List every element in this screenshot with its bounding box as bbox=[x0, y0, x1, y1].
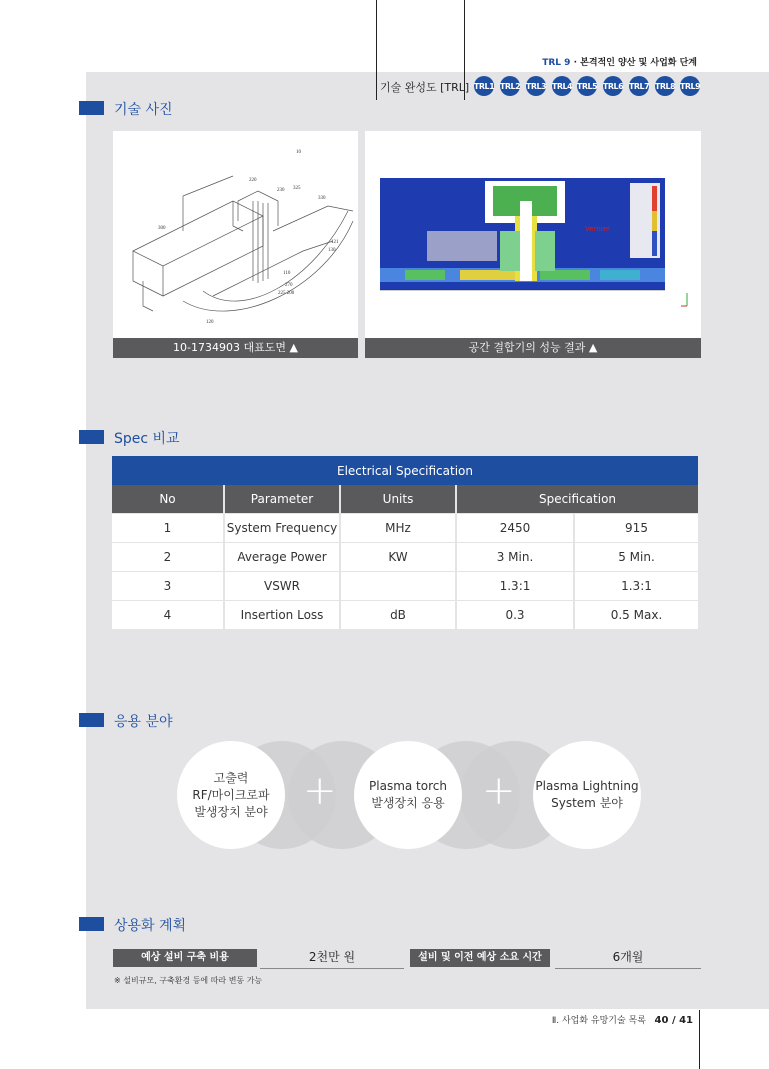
table-row bbox=[112, 571, 698, 600]
spec-header-specification: Specification bbox=[457, 485, 698, 513]
svg-text:130: 130 bbox=[328, 248, 336, 253]
application-text: 발생장치 응용 bbox=[371, 796, 445, 810]
table-cell: 0.3 bbox=[457, 600, 573, 629]
table-cell: VSWR bbox=[225, 571, 339, 600]
svg-text:300: 300 bbox=[158, 226, 166, 231]
plus-icon: + bbox=[482, 768, 516, 814]
table-cell: 1.3:1 bbox=[457, 571, 573, 600]
patent-drawing bbox=[113, 131, 358, 338]
section-title-application: 응용 분야 bbox=[114, 714, 173, 730]
section-marker bbox=[79, 917, 104, 931]
svg-text:110: 110 bbox=[283, 271, 291, 276]
table-cell: 1.3:1 bbox=[575, 571, 698, 600]
plan-note: ※ 설비규모, 구축환경 등에 따라 변동 가능 bbox=[114, 976, 263, 985]
time-label: 설비 및 이전 예상 소요 시간 bbox=[410, 949, 550, 967]
trl-badge: TRL4 bbox=[552, 76, 572, 96]
table-cell: 3 Min. bbox=[457, 542, 573, 571]
application-circle bbox=[533, 741, 641, 849]
trl-stage: TRL 9 bbox=[542, 58, 571, 68]
table-cell: Average Power bbox=[225, 542, 339, 571]
svg-text:330: 330 bbox=[318, 196, 326, 201]
trl-badge: TRL6 bbox=[603, 76, 623, 96]
table-cell: System Frequency bbox=[225, 513, 339, 542]
table-cell: KW bbox=[341, 542, 455, 571]
svg-text:120: 120 bbox=[206, 320, 214, 325]
photo-caption-right: 공간 결합기의 성능 결과 ▲ bbox=[365, 338, 701, 358]
cost-value: 2천만 원 bbox=[260, 948, 404, 969]
svg-text:220: 220 bbox=[249, 178, 257, 183]
table-cell: 1 bbox=[112, 513, 223, 542]
trl-badge: TRL5 bbox=[577, 76, 597, 96]
application-text: RF/마이크로파 bbox=[192, 787, 270, 802]
section-marker bbox=[79, 430, 104, 444]
table-cell: 4 bbox=[112, 600, 223, 629]
table-cell: 2 bbox=[112, 542, 223, 571]
table-cell: 915 bbox=[575, 513, 698, 542]
stage-text: · 본격적인 양산 및 사업화 단계 bbox=[573, 58, 697, 68]
spec-header-no: No bbox=[112, 485, 223, 513]
trl-badge: TRL1 bbox=[474, 76, 494, 96]
svg-text:325: 325 bbox=[293, 186, 301, 191]
application-text: System 분야 bbox=[551, 796, 623, 810]
trl-badge: TRL7 bbox=[629, 76, 649, 96]
photo-caption-left: 10-1734903 대표도면 ▲ bbox=[113, 338, 358, 358]
table-cell: 2450 bbox=[457, 513, 573, 542]
svg-text:225 200: 225 200 bbox=[278, 291, 295, 296]
plus-icon: + bbox=[303, 768, 337, 814]
application-text: 고출력 bbox=[213, 770, 249, 785]
svg-text:10: 10 bbox=[296, 150, 301, 155]
table-cell bbox=[341, 571, 455, 600]
table-cell: Insertion Loss bbox=[225, 600, 339, 629]
header-divider bbox=[376, 0, 377, 100]
table-cell: dB bbox=[341, 600, 455, 629]
table-cell: 5 Min. bbox=[575, 542, 698, 571]
application-text: 발생장치 분야 bbox=[194, 804, 268, 819]
svg-text:Vernier: Vernier bbox=[585, 225, 610, 233]
trl-badge: TRL3 bbox=[526, 76, 546, 96]
svg-text:121: 121 bbox=[331, 240, 339, 245]
footer-divider bbox=[699, 1010, 700, 1069]
page-footer bbox=[552, 1013, 693, 1026]
trl-badge: TRL2 bbox=[500, 76, 520, 96]
application-text: Plasma Lightning bbox=[535, 779, 639, 793]
svg-text:270: 270 bbox=[285, 283, 293, 288]
application-circle bbox=[354, 741, 462, 849]
section-title-photo: 기술 사진 bbox=[114, 102, 173, 118]
trl-label: 기술 완성도 [TRL] bbox=[380, 81, 470, 94]
application-circle bbox=[177, 741, 285, 849]
svg-text:230: 230 bbox=[277, 188, 285, 193]
table-cell: 3 bbox=[112, 571, 223, 600]
simulation-result bbox=[365, 131, 701, 338]
trl-stage-title bbox=[542, 55, 697, 68]
page-number: 40 / 41 bbox=[654, 1015, 693, 1026]
section-title-spec: Spec 비교 bbox=[114, 431, 180, 447]
section-marker bbox=[79, 713, 104, 727]
section-title-commercial: 상용화 계획 bbox=[114, 918, 187, 934]
section-marker bbox=[79, 101, 104, 115]
table-row bbox=[112, 513, 698, 542]
spec-header-parameter: Parameter bbox=[225, 485, 339, 513]
trl-badge: TRL9 bbox=[680, 76, 700, 96]
table-cell: MHz bbox=[341, 513, 455, 542]
cost-label: 예상 설비 구축 비용 bbox=[113, 949, 257, 967]
table-cell: 0.5 Max. bbox=[575, 600, 698, 629]
time-value: 6개월 bbox=[555, 948, 701, 969]
footer-section: Ⅱ. 사업화 유망기술 목록 bbox=[551, 1016, 646, 1026]
patent-drawing-image bbox=[113, 131, 358, 338]
application-text: Plasma torch bbox=[369, 779, 447, 793]
spec-header-units: Units bbox=[341, 485, 455, 513]
simulation-result-image bbox=[365, 131, 701, 338]
spec-table bbox=[110, 456, 700, 629]
table-row bbox=[112, 600, 698, 629]
trl-badge: TRL8 bbox=[655, 76, 675, 96]
spec-table-title: Electrical Specification bbox=[112, 456, 698, 485]
table-row bbox=[112, 542, 698, 571]
